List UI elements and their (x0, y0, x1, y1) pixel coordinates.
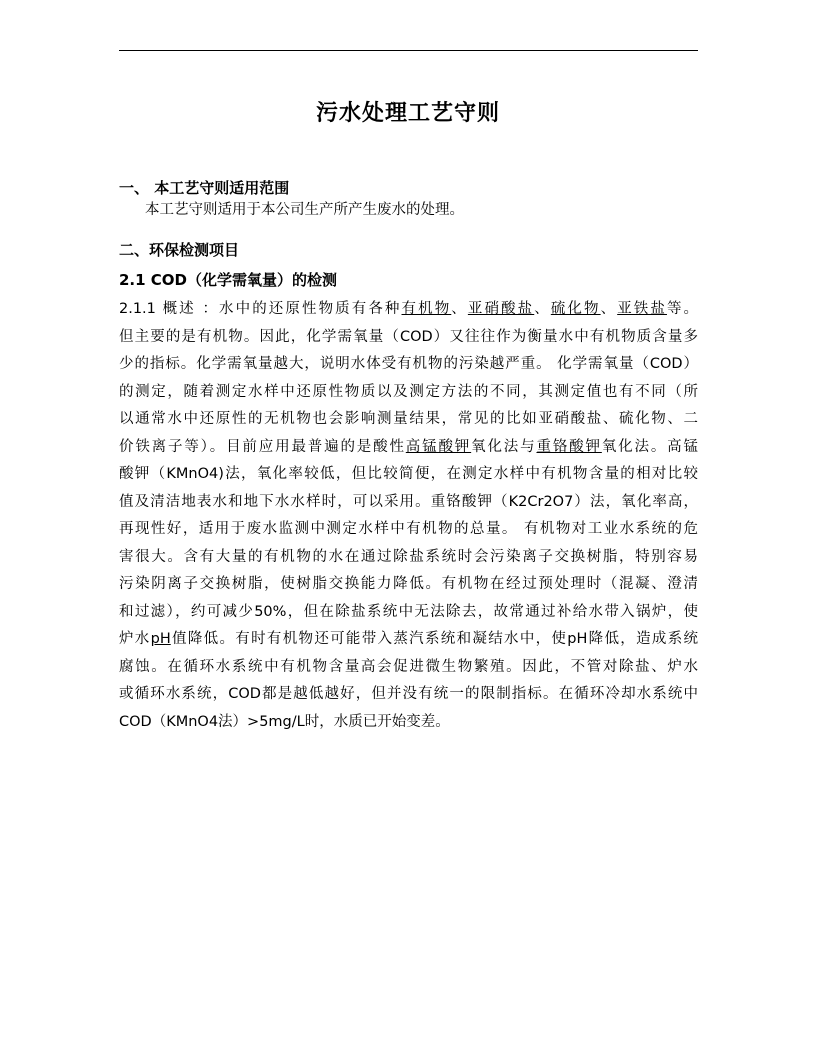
section-1-text: 本工艺守则适用于本公司生产所产生废水的处理。 (145, 202, 464, 218)
paragraph-line: 或循环水系统，COD都是越低越好，但并没有统一的限制指标。在循环冷却水系统中 (119, 686, 698, 702)
paragraph-line: 酸钾（KMnO4)法，氧化率较低，但比较简便，在测定水样中有机物含量的相对比较 (119, 466, 698, 482)
paragraph-line (119, 626, 698, 654)
text-run: 氧化法与 (471, 438, 537, 455)
text-run: 2.1.1 概述 ：水中的还原性物质有各种 (119, 301, 402, 317)
underlined-term-organic-matter: 有机物 (401, 301, 452, 317)
paragraph-line: 但主要的是有机物。因此，化学需氧量（COD）又往往作为衡量水中有机物质含量多 (119, 328, 698, 345)
paragraph-line: 污染阴离子交换树脂，使树脂交换能力降低。有机物在经过预处理时（混凝、澄清 (119, 576, 698, 592)
underlined-term-ferrous-salt: 亚铁盐 (617, 301, 667, 317)
subsection-2-1-heading: 2.1 COD（化学需氧量）的检测 (119, 271, 338, 289)
text-run: 、 (600, 301, 618, 317)
paragraph-line: 再现性好，适用于废水监测中测定水样中有机物的总量。 有机物对工业水系统的危 (119, 521, 698, 537)
text-run: 、 (534, 301, 551, 317)
paragraph-line: 值及清洁地表水和地下水水样时，可以采用。重铬酸钾（K2Cr2O7）法，氧化率高， (119, 493, 698, 510)
header-rule (119, 50, 698, 51)
text-run: 炉水 (119, 631, 151, 647)
underlined-term-permanganate: 高锰酸钾 (405, 438, 472, 455)
paragraph-line: 少的指标。化学需氧量越大，说明水体受有机物的污染越严重。 化学需氧量（COD） (119, 356, 698, 372)
text-run: 氧化法。高锰 (601, 438, 699, 455)
paragraph-line (119, 434, 698, 462)
paragraph-line: 和过滤），约可减少50%，但在除盐系统中无法除去，故常通过补给水带入锅炉，使 (119, 603, 698, 620)
paragraph-line (119, 296, 698, 324)
paragraph-line: 害很大。含有大量的有机物的水在通过除盐系统时会污染离子交换树脂，特别容易 (119, 548, 698, 565)
text-run: 价铁离子等）。目前应用最普遍的是酸性 (119, 438, 406, 455)
text-run: 、 (451, 301, 468, 317)
section-1-heading: 一、 本工艺守则适用范围 (119, 179, 290, 197)
paragraph-line: 的测定，随着测定水样中还原性物质以及测定方法的不同，其测定值也有不同（所 (119, 383, 698, 400)
text-run: 等。 (666, 301, 699, 317)
underlined-term-nitrite: 亚硝酸盐 (467, 301, 535, 317)
underlined-term-sulfide: 硫化物 (550, 301, 601, 317)
cod-body-paragraph (119, 296, 698, 736)
paragraph-line: 腐蚀。在循环水系统中有机物含量高会促进微生物繁殖。因此，不管对除盐、炉水 (119, 658, 698, 675)
paragraph-line: COD（KMnO4法）>5mg/L时，水质已开始变差。 (119, 713, 450, 730)
paragraph-line: 以通常水中还原性的无机物也会影响测量结果，常见的比如亚硝酸盐、硫化物、二 (119, 411, 698, 427)
underlined-term-ph: pH (150, 631, 171, 647)
document-title: 污水处理工艺守则 (315, 100, 500, 126)
underlined-term-dichromate: 重铬酸钾 (536, 438, 602, 455)
section-2-heading: 二、环保检测项目 (119, 241, 240, 259)
text-run: 值降低。有时有机物还可能带入蒸汽系统和凝结水中，使pH降低，造成系统 (170, 631, 699, 647)
